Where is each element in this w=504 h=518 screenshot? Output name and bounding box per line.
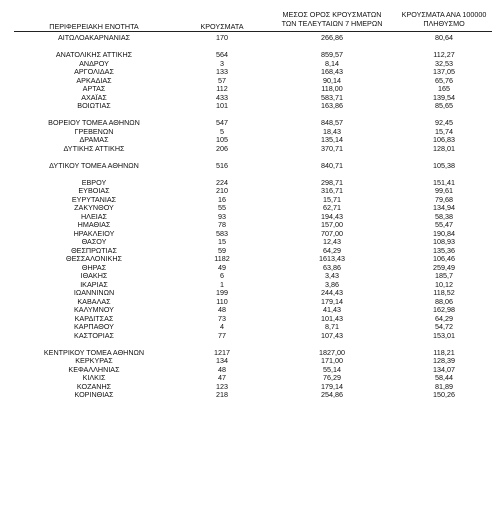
cell-region: ΙΩΑΝΝΙΝΩΝ bbox=[73, 288, 115, 297]
cell-cases: 1 bbox=[220, 279, 224, 289]
cell-avg: 8,71 bbox=[325, 322, 339, 331]
cell-per-capita: 165 bbox=[438, 84, 450, 93]
cell-region: ΕΒΡΟΥ bbox=[81, 177, 107, 187]
cell-avg: 266,86 bbox=[321, 33, 343, 42]
table-row bbox=[0, 204, 504, 213]
cell-per-capita: 162,98 bbox=[433, 305, 455, 314]
cell-cases: 6 bbox=[220, 271, 224, 280]
cell-per-capita: 64,29 bbox=[435, 313, 453, 323]
cell-cases: 547 bbox=[216, 118, 228, 127]
cell-avg: 316,71 bbox=[321, 186, 343, 195]
cell-cases: 224 bbox=[216, 177, 228, 187]
cell-cases: 110 bbox=[216, 296, 228, 306]
cell-cases: 1217 bbox=[214, 347, 230, 357]
cell-region: ΔΥΤΙΚΗΣ ΑΤΤΙΚΗΣ bbox=[63, 143, 125, 153]
cell-cases: 206 bbox=[216, 143, 228, 153]
group-spacer bbox=[0, 170, 504, 179]
cell-avg: 8,14 bbox=[325, 58, 339, 68]
cell-cases: 3 bbox=[220, 58, 224, 68]
table-row bbox=[0, 374, 504, 383]
table-row bbox=[0, 145, 504, 154]
cell-region: ΑΙΤΩΛΟΑΚΑΡΝΑΝΙΑΣ bbox=[57, 33, 131, 42]
cell-cases: 5 bbox=[220, 126, 224, 136]
cell-avg: 55,14 bbox=[323, 364, 341, 374]
cell-per-capita: 151,41 bbox=[433, 177, 455, 187]
cell-cases: 15 bbox=[218, 237, 226, 246]
cell-per-capita: 65,76 bbox=[435, 75, 453, 85]
cell-region: ΚΟΖΑΝΗΣ bbox=[76, 381, 112, 391]
table-row bbox=[0, 51, 504, 60]
cell-per-capita: 118,21 bbox=[433, 347, 455, 357]
cell-per-capita: 15,74 bbox=[435, 126, 453, 136]
table-row bbox=[0, 332, 504, 341]
cell-avg: 244,43 bbox=[321, 288, 343, 297]
cell-avg: 194,43 bbox=[321, 211, 343, 221]
table-row bbox=[0, 77, 504, 86]
cell-region: ΑΝΑΤΟΛΙΚΗΣ ΑΤΤΙΚΗΣ bbox=[55, 50, 133, 59]
cell-region: ΒΟΙΩΤΙΑΣ bbox=[77, 101, 111, 110]
table-row bbox=[0, 391, 504, 400]
cell-region: ΚΕΝΤΡΙΚΟΥ ΤΟΜΕΑ ΑΘΗΝΩΝ bbox=[43, 347, 145, 357]
cell-cases: 133 bbox=[216, 67, 228, 76]
cell-cases: 218 bbox=[216, 390, 228, 399]
cell-cases: 55 bbox=[218, 203, 226, 212]
cell-per-capita: 112,27 bbox=[433, 50, 455, 59]
cell-cases: 170 bbox=[216, 33, 228, 42]
cell-region: ΑΡΓΟΛΙΔΑΣ bbox=[74, 67, 114, 76]
cell-avg: 101,43 bbox=[321, 313, 343, 323]
cell-cases: 59 bbox=[218, 245, 226, 255]
cell-per-capita: 118,52 bbox=[433, 288, 455, 297]
cell-per-capita: 190,84 bbox=[433, 228, 455, 238]
cell-cases: 123 bbox=[216, 381, 228, 391]
header-per-line1: ΚΡΟΥΣΜΑΤΑ ΑΝΑ 100000 bbox=[401, 10, 487, 19]
cell-cases: 4 bbox=[220, 322, 224, 331]
table-row bbox=[0, 272, 504, 281]
cell-per-capita: 153,01 bbox=[433, 330, 455, 340]
table-row bbox=[0, 213, 504, 222]
cell-region: ΖΑΚΥΝΘΟΥ bbox=[74, 203, 114, 212]
cell-per-capita: 32,53 bbox=[435, 58, 453, 68]
cell-avg: 90,14 bbox=[323, 75, 341, 85]
cell-region: ΙΘΑΚΗΣ bbox=[80, 271, 108, 280]
header-divider bbox=[14, 31, 492, 32]
cell-avg: 3,86 bbox=[325, 279, 339, 289]
table-row bbox=[0, 34, 504, 43]
cell-region: ΔΡΑΜΑΣ bbox=[79, 135, 109, 144]
cell-region: ΓΡΕΒΕΝΩΝ bbox=[74, 126, 114, 136]
cell-cases: 583 bbox=[216, 228, 228, 238]
cell-per-capita: 128,01 bbox=[433, 143, 455, 153]
cell-avg: 157,00 bbox=[321, 220, 343, 229]
cell-region: ΙΚΑΡΙΑΣ bbox=[80, 279, 108, 289]
cell-avg: 12,43 bbox=[323, 237, 341, 246]
cell-avg: 1613,43 bbox=[319, 254, 345, 263]
cell-cases: 105 bbox=[216, 135, 228, 144]
cell-avg: 135,14 bbox=[321, 135, 343, 144]
cell-avg: 62,71 bbox=[323, 203, 341, 212]
cell-avg: 63,86 bbox=[323, 262, 341, 272]
cell-region: ΗΜΑΘΙΑΣ bbox=[77, 220, 111, 229]
cell-region: ΕΥΡΥΤΑΝΙΑΣ bbox=[71, 194, 117, 204]
table-row bbox=[0, 85, 504, 94]
cell-per-capita: 106,83 bbox=[433, 135, 455, 144]
cell-avg: 848,57 bbox=[321, 118, 343, 127]
cell-cases: 516 bbox=[216, 160, 228, 170]
cell-cases: 49 bbox=[218, 262, 226, 272]
cell-region: ΚΑΡΔΙΤΣΑΣ bbox=[74, 313, 114, 323]
cell-per-capita: 80,64 bbox=[435, 33, 453, 42]
cell-cases: 93 bbox=[218, 211, 226, 221]
header-per-capita bbox=[392, 10, 496, 28]
table-row bbox=[0, 128, 504, 137]
cell-avg: 179,14 bbox=[321, 381, 343, 391]
cell-region: ΒΟΡΕΙΟΥ ΤΟΜΕΑ ΑΘΗΝΩΝ bbox=[48, 118, 140, 127]
cell-cases: 1182 bbox=[214, 254, 230, 263]
cell-cases: 47 bbox=[218, 373, 226, 382]
cell-avg: 840,71 bbox=[321, 160, 343, 170]
cell-avg: 171,00 bbox=[321, 356, 343, 365]
cell-per-capita: 99,61 bbox=[435, 186, 453, 195]
header-avg-line2: ΤΩΝ ΤΕΛΕΥΤΑΙΩΝ 7 ΗΜΕΡΩΝ bbox=[281, 19, 383, 28]
cell-cases: 101 bbox=[216, 101, 228, 110]
cell-region: ΚΙΛΚΙΣ bbox=[82, 373, 106, 382]
cell-cases: 134 bbox=[216, 356, 228, 365]
header-cases: ΚΡΟΥΣΜΑΤΑ bbox=[200, 22, 244, 31]
cell-avg: 107,43 bbox=[321, 330, 343, 340]
table-row bbox=[0, 179, 504, 188]
cell-per-capita: 185,7 bbox=[435, 271, 453, 280]
cell-per-capita: 58,44 bbox=[435, 373, 453, 382]
cell-region: ΚΑΣΤΟΡΙΑΣ bbox=[74, 330, 114, 340]
cell-cases: 210 bbox=[216, 186, 228, 195]
cell-region: ΚΑΒΑΛΑΣ bbox=[77, 296, 111, 306]
cell-region: ΚΑΡΠΑΘΟΥ bbox=[74, 322, 114, 331]
cell-cases: 112 bbox=[216, 84, 228, 93]
cell-cases: 78 bbox=[218, 220, 226, 229]
cell-region: ΚΑΛΥΜΝΟΥ bbox=[74, 305, 114, 314]
cell-region: ΑΝΔΡΟΥ bbox=[79, 58, 109, 68]
cell-avg: 15,71 bbox=[323, 194, 341, 204]
table-row bbox=[0, 102, 504, 111]
cell-region: ΘΗΡΑΣ bbox=[81, 262, 107, 272]
cell-cases: 564 bbox=[216, 50, 228, 59]
header-avg bbox=[272, 10, 392, 28]
cell-avg: 1827,00 bbox=[319, 347, 345, 357]
cell-region: ΑΡΚΑΔΙΑΣ bbox=[76, 75, 112, 85]
cell-per-capita: 137,05 bbox=[433, 67, 455, 76]
table-row bbox=[0, 230, 504, 239]
cell-per-capita: 79,68 bbox=[435, 194, 453, 204]
table-row bbox=[0, 94, 504, 103]
cell-region: ΔΥΤΙΚΟΥ ΤΟΜΕΑ ΑΘΗΝΩΝ bbox=[49, 160, 139, 170]
cell-per-capita: 106,46 bbox=[433, 254, 455, 263]
cell-avg: 168,43 bbox=[321, 67, 343, 76]
cell-region: ΘΕΣΣΑΛΟΝΙΚΗΣ bbox=[66, 254, 122, 263]
cell-per-capita: 259,49 bbox=[433, 262, 455, 272]
table-body bbox=[0, 34, 504, 400]
cell-region: ΕΥΒΟΙΑΣ bbox=[78, 186, 110, 195]
cell-per-capita: 88,06 bbox=[435, 296, 453, 306]
cell-avg: 163,86 bbox=[321, 101, 343, 110]
cell-region: ΗΡΑΚΛΕΙΟΥ bbox=[73, 228, 115, 238]
cell-per-capita: 135,36 bbox=[433, 245, 455, 255]
cell-per-capita: 139,54 bbox=[433, 92, 455, 102]
cell-avg: 3,43 bbox=[325, 271, 339, 280]
table-row bbox=[0, 255, 504, 264]
cell-region: ΚΟΡΙΝΘΙΑΣ bbox=[74, 390, 114, 399]
cell-per-capita: 134,07 bbox=[433, 364, 455, 374]
cell-avg: 583,71 bbox=[321, 92, 343, 102]
header-per-line2: ΠΛΗΘΥΣΜΟ bbox=[423, 19, 465, 28]
cell-avg: 370,71 bbox=[321, 143, 343, 153]
cell-region: ΚΕΡΚΥΡΑΣ bbox=[75, 356, 113, 365]
cell-avg: 298,71 bbox=[321, 177, 343, 187]
table-row bbox=[0, 162, 504, 171]
cell-per-capita: 150,26 bbox=[433, 390, 455, 399]
cell-avg: 179,14 bbox=[321, 296, 343, 306]
header-avg-line1: ΜΕΣΟΣ ΟΡΟΣ ΚΡΟΥΣΜΑΤΩΝ bbox=[282, 10, 382, 19]
cell-region: ΘΕΣΠΡΩΤΙΑΣ bbox=[71, 245, 117, 255]
cell-cases: 48 bbox=[218, 305, 226, 314]
cell-avg: 41,43 bbox=[323, 305, 341, 314]
cell-cases: 199 bbox=[216, 288, 228, 297]
cell-per-capita: 54,72 bbox=[435, 322, 453, 331]
cell-region: ΑΧΑΪΑΣ bbox=[81, 92, 107, 102]
cell-cases: 57 bbox=[218, 75, 226, 85]
table-row bbox=[0, 264, 504, 273]
cell-avg: 707,00 bbox=[321, 228, 343, 238]
cell-region: ΑΡΤΑΣ bbox=[82, 84, 106, 93]
cell-per-capita: 92,45 bbox=[435, 118, 453, 127]
cell-cases: 16 bbox=[218, 194, 226, 204]
header-region: ΠΕΡΙΦΕΡΕΙΑΚΗ ΕΝΟΤΗΤΑ bbox=[49, 22, 139, 31]
cell-cases: 48 bbox=[218, 364, 226, 374]
cell-avg: 859,57 bbox=[321, 50, 343, 59]
cell-region: ΘΑΣΟΥ bbox=[81, 237, 107, 246]
cell-per-capita: 58,38 bbox=[435, 211, 453, 221]
cell-per-capita: 108,93 bbox=[433, 237, 455, 246]
cell-per-capita: 105,38 bbox=[433, 160, 455, 170]
cell-per-capita: 134,94 bbox=[433, 203, 455, 212]
table-row bbox=[0, 289, 504, 298]
cell-cases: 77 bbox=[218, 330, 226, 340]
cell-avg: 18,43 bbox=[323, 126, 341, 136]
cell-per-capita: 128,39 bbox=[433, 356, 455, 365]
cell-per-capita: 55,47 bbox=[435, 220, 453, 229]
cell-avg: 76,29 bbox=[323, 373, 341, 382]
cell-per-capita: 81,89 bbox=[435, 381, 453, 391]
cell-region: ΚΕΦΑΛΛΗΝΙΑΣ bbox=[68, 364, 120, 374]
cell-avg: 118,00 bbox=[321, 84, 343, 93]
cell-cases: 73 bbox=[218, 313, 226, 323]
cell-cases: 433 bbox=[216, 92, 228, 102]
cell-per-capita: 85,65 bbox=[435, 101, 453, 110]
table-row bbox=[0, 366, 504, 375]
cell-avg: 254,86 bbox=[321, 390, 343, 399]
cell-avg: 64,29 bbox=[323, 245, 341, 255]
cell-per-capita: 10,12 bbox=[435, 279, 453, 289]
cell-region: ΗΛΕΙΑΣ bbox=[80, 211, 108, 221]
